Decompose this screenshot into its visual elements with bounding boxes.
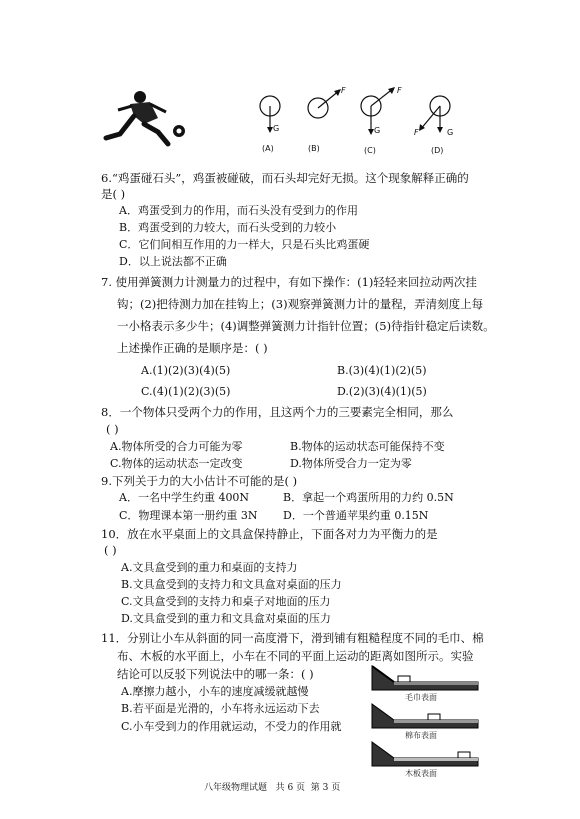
force-label-g: G — [374, 126, 381, 135]
q11-stem-1: 11．分别让小车从斜面的同一高度滑下，滑到铺有粗糙程度不同的毛巾、棉 — [101, 631, 484, 645]
q7-option-a: A.(1)(2)(3)(4)(5) — [141, 364, 231, 377]
surface-label-wood: 木板表面 — [405, 769, 437, 778]
q9-option-d: D．一个普通苹果约重 0.15N — [283, 509, 429, 522]
q6-option-a: A．鸡蛋受到力的作用，而石头没有受到力的作用 — [119, 204, 358, 217]
option-label-b: (B) — [308, 144, 320, 153]
option-label-c: (C) — [364, 146, 376, 155]
option-label-a: (A) — [262, 144, 274, 153]
q11-option-b: B.若平面是光滑的，小车将永远运动下去 — [121, 702, 320, 715]
q6-option-c: C．它们间相互作用的力一样大，只是石头比鸡蛋硬 — [119, 238, 370, 251]
page-footer: 八年级物理试题 共 6 页 第 3 页 — [204, 783, 341, 793]
q11-stem-3: 结论可以反驳下列说法中的哪一条：( ) — [117, 667, 314, 681]
force-label-f: F — [341, 86, 346, 95]
q10-option-d: D.文具盒受到的重力和文具盒对桌面的压力 — [121, 612, 331, 625]
force-label-g: G — [273, 124, 280, 133]
q6-stem-cont: 是( ) — [101, 187, 126, 201]
surface-label-cotton: 棉布表面 — [405, 731, 437, 740]
surface-label-towel: 毛巾表面 — [405, 693, 437, 702]
q10-option-c: C.文具盒受到的支持力和桌子对地面的压力 — [121, 595, 331, 608]
q6-option-b: B．鸡蛋受到的力较大，而石头受到的力较小 — [119, 221, 337, 234]
q8-option-c: C.物体的运动状态一定改变 — [110, 457, 243, 470]
soccer-player-illustration — [100, 88, 192, 150]
option-label-d: (D) — [431, 146, 444, 155]
q9-option-c: C．物理课本第一册约重 3N — [119, 509, 258, 522]
q7-stem-3: 一小格表示多少牛；(4)调整弹簧测力计指针位置；(5)待指针稳定后读数。 — [117, 319, 495, 333]
q7-stem-2: 钩；(2)把待测力加在挂钩上；(3)观察弹簧测力计的量程，弄清刻度上每 — [117, 297, 484, 311]
q11-option-c: C.小车受到力的作用就运动，不受力的作用就 — [121, 720, 342, 733]
q8-option-b: B.物体的运动状态可能保持不变 — [290, 440, 445, 453]
q7-stem-1: 7. 使用弹簧测力计测量力的过程中，有如下操作：(1)轻轻来回拉动两次挂 — [101, 275, 477, 289]
q7-stem-4: 上述操作正确的是顺序是：( ) — [117, 341, 268, 355]
q10-option-b: B.文具盒受到的支持力和文具盒对桌面的压力 — [121, 578, 342, 591]
q9-stem: 9.下列关于力的大小估计不可能的是( ) — [101, 474, 298, 488]
q9-option-a: A．一名中学生约重 400N — [119, 491, 250, 504]
wood-surface-figure — [370, 740, 480, 768]
q7-option-c: C.(4)(1)(2)(3)(5) — [141, 385, 231, 398]
q8-stem: 8．一个物体只受两个力的作用，且这两个力的三要素完全相同，那么 — [101, 405, 454, 419]
q8-option-d: D.物体所受合力一定为零 — [290, 457, 412, 470]
q8-stem-cont: ( ) — [106, 422, 119, 436]
q6-option-d: D．以上说法都不正确 — [119, 255, 227, 268]
cotton-surface-figure — [370, 702, 480, 730]
force-label-g: G — [447, 128, 454, 137]
q9-option-b: B．拿起一个鸡蛋所用的力约 0.5N — [283, 491, 454, 504]
q7-option-d: D.(2)(3)(4)(1)(5) — [337, 385, 427, 398]
towel-surface-figure — [370, 664, 480, 692]
force-label-f: F — [414, 128, 419, 137]
q8-option-a: A.物体所受的合力可能为零 — [110, 440, 243, 453]
q10-stem: 10．放在水平桌面上的文具盒保持静止，下面各对力为平衡力的是 — [101, 527, 438, 541]
force-diagram-d — [410, 92, 460, 148]
q11-stem-2: 布、木板的水平面上，小车在不同的平面上运动的距离如图所示。实验 — [117, 649, 474, 663]
q10-option-a: A.文具盒受到的重力和桌面的支持力 — [121, 561, 298, 574]
q10-stem-cont: ( ) — [104, 543, 117, 557]
q7-option-b: B.(3)(4)(1)(2)(5) — [337, 364, 427, 377]
q11-option-a: A.摩擦力越小，小车的速度减缓就越慢 — [121, 685, 309, 698]
force-label-f: F — [397, 86, 402, 95]
q6-stem: 6.“鸡蛋碰石头”，鸡蛋被碰破，而石头却完好无损。这个现象解释正确的 — [101, 171, 469, 185]
